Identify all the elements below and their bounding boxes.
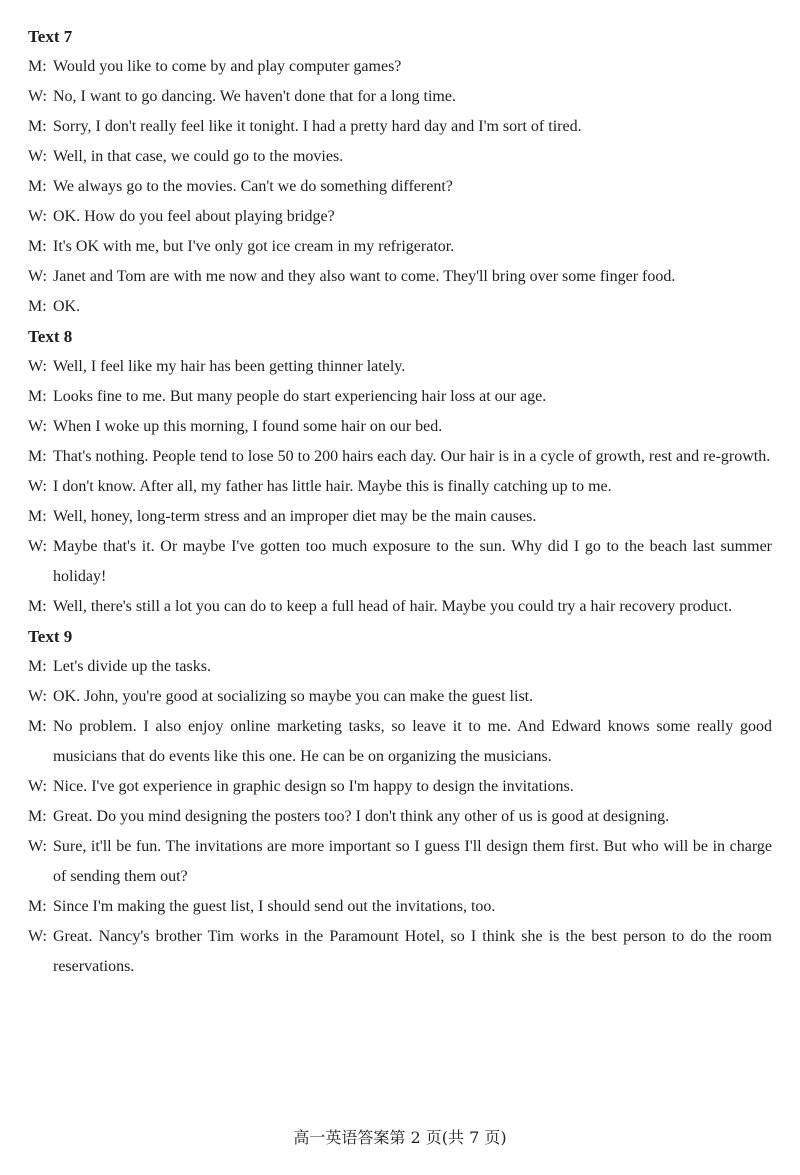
dialogue-line (28, 112, 772, 142)
dialogue-line (28, 502, 772, 532)
speech-text: Well, in that case, we could go to the movies. (53, 148, 344, 165)
speech-text: Sorry, I don't really feel like it tonight. I had a pretty hard day and I'm sort of tired. (53, 118, 582, 135)
speech-text: OK. How do you feel about playing bridge? (53, 208, 335, 225)
speaker-label: M: (28, 58, 47, 75)
transcript-body (28, 22, 772, 982)
speech-text: Maybe that's it. Or maybe I've gotten too much exposure to the sun. Why did I go to the beach last summer holiday! (53, 538, 772, 585)
speaker-label: W: (28, 778, 47, 795)
dialogue-line (28, 772, 772, 802)
dialogue-line (28, 292, 772, 322)
dialogue-line (28, 592, 772, 622)
section-text-7 (28, 22, 772, 322)
speaker-label: M: (28, 298, 47, 315)
dialogue-line (28, 232, 772, 262)
dialogue-line (28, 472, 772, 502)
speaker-label: M: (28, 448, 47, 465)
speaker-label: W: (28, 688, 47, 705)
dialogue-line (28, 202, 772, 232)
dialogue-line (28, 652, 772, 682)
page-footer: 高一英语答案第 2 页(共 7 页) (293, 1128, 507, 1147)
speech-text: Looks fine to me. But many people do start experiencing hair loss at our age. (53, 388, 547, 405)
speech-text: Well, I feel like my hair has been getting thinner lately. (53, 358, 406, 375)
section-title: Text 8 (28, 327, 73, 346)
speaker-label: W: (28, 208, 47, 225)
dialogue-line (28, 412, 772, 442)
dialogue-line (28, 922, 772, 982)
speech-text: OK. (53, 298, 81, 315)
dialogue-line (28, 892, 772, 922)
dialogue-line (28, 382, 772, 412)
speech-text: Nice. I've got experience in graphic design so I'm happy to design the invitations. (53, 778, 574, 795)
speech-text: Since I'm making the guest list, I should send out the invitations, too. (53, 898, 496, 915)
speech-text: Well, honey, long-term stress and an improper diet may be the main causes. (53, 508, 537, 525)
speech-text: Great. Do you mind designing the posters too? I don't think any other of us is good at designing. (53, 808, 670, 825)
dialogue-line (28, 352, 772, 382)
speaker-label: M: (28, 658, 47, 675)
dialogue-line (28, 802, 772, 832)
speech-text: OK. John, you're good at socializing so maybe you can make the guest list. (53, 688, 534, 705)
speaker-label: W: (28, 478, 47, 495)
dialogue-line (28, 712, 772, 772)
speaker-label: W: (28, 538, 47, 555)
speaker-label: W: (28, 88, 47, 105)
dialogue-line (28, 82, 772, 112)
speaker-label: M: (28, 238, 47, 255)
speech-text: It's OK with me, but I've only got ice cream in my refrigerator. (53, 238, 455, 255)
speaker-label: W: (28, 928, 47, 945)
dialogue-line (28, 142, 772, 172)
dialogue-line (28, 52, 772, 82)
speaker-label: M: (28, 508, 47, 525)
speaker-label: W: (28, 268, 47, 285)
speech-text: I don't know. After all, my father has little hair. Maybe this is finally catching up to me. (53, 478, 612, 495)
speech-text: No problem. I also enjoy online marketing tasks, so leave it to me. And Edward knows some really good musicians that do events like this one. He can be on organizing the musicians. (53, 718, 772, 765)
speaker-label: M: (28, 118, 47, 135)
speaker-label: W: (28, 838, 47, 855)
speech-text: Sure, it'll be fun. The invitations are more important so I guess I'll design them first. But who will be in charge of sending them out? (53, 838, 772, 885)
dialogue-line (28, 442, 772, 472)
speech-text: No, I want to go dancing. We haven't done that for a long time. (53, 88, 456, 105)
speaker-label: W: (28, 358, 47, 375)
speaker-label: W: (28, 148, 47, 165)
speech-text: That's nothing. People tend to lose 50 to 200 hairs each day. Our hair is in a cycle of growth, rest and re-growth. (53, 448, 771, 465)
speech-text: Great. Nancy's brother Tim works in the Paramount Hotel, so I think she is the best person to do the room reservations. (53, 928, 772, 975)
dialogue-line (28, 532, 772, 592)
section-title: Text 9 (28, 627, 73, 646)
speaker-label: M: (28, 898, 47, 915)
speech-text: We always go to the movies. Can't we do something different? (53, 178, 453, 195)
speaker-label: M: (28, 808, 47, 825)
speech-text: Janet and Tom are with me now and they also want to come. They'll bring over some finger food. (53, 268, 676, 285)
speaker-label: M: (28, 388, 47, 405)
dialogue-line (28, 832, 772, 892)
speaker-label: M: (28, 718, 47, 735)
speaker-label: M: (28, 598, 47, 615)
dialogue-line (28, 682, 772, 712)
section-text-8 (28, 322, 772, 622)
section-text-9 (28, 622, 772, 982)
dialogue-line (28, 172, 772, 202)
speech-text: When I woke up this morning, I found some hair on our bed. (53, 418, 443, 435)
section-title: Text 7 (28, 27, 73, 46)
speaker-label: W: (28, 418, 47, 435)
speech-text: Let's divide up the tasks. (53, 658, 211, 675)
speaker-label: M: (28, 178, 47, 195)
speech-text: Would you like to come by and play computer games? (53, 58, 402, 75)
speech-text: Well, there's still a lot you can do to keep a full head of hair. Maybe you could try a hair recovery product. (53, 598, 733, 615)
dialogue-line (28, 262, 772, 292)
